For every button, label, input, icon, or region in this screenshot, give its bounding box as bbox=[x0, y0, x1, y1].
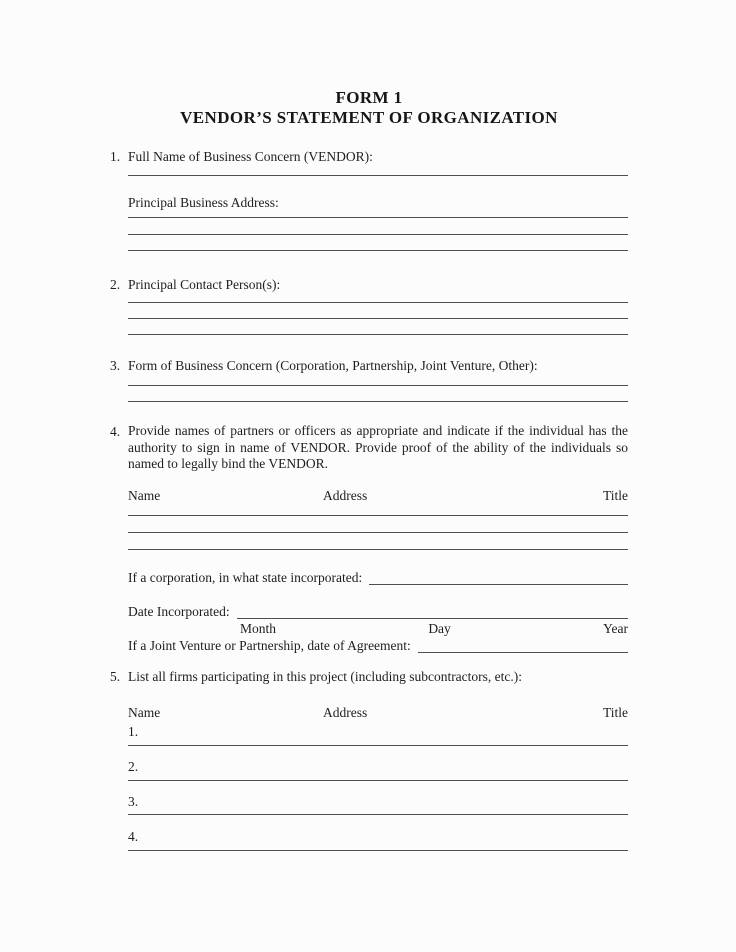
item-1-number: 1. bbox=[110, 149, 121, 164]
contact-person-line-3[interactable] bbox=[128, 319, 628, 335]
business-form-line-1[interactable] bbox=[128, 374, 628, 386]
state-incorporated-row bbox=[128, 569, 628, 586]
partners-table-line-3[interactable] bbox=[128, 533, 628, 550]
item-2-number: 2. bbox=[110, 277, 121, 292]
state-incorporated-label: If a corporation, in what state incorporated: bbox=[128, 569, 363, 585]
item-5-number: 5. bbox=[110, 668, 121, 684]
column-header-name: Name bbox=[128, 487, 161, 503]
item-4 bbox=[110, 423, 628, 654]
item-1 bbox=[110, 148, 628, 251]
firm-3-number: 3. bbox=[128, 793, 139, 809]
business-address-line-1[interactable] bbox=[128, 211, 628, 218]
firm-2-number: 2. bbox=[128, 758, 139, 774]
partners-table-line-1[interactable] bbox=[128, 504, 628, 516]
item-2-label: Principal Contact Person(s): bbox=[128, 277, 281, 292]
form-title-block bbox=[110, 88, 628, 128]
item-3-number: 3. bbox=[110, 358, 121, 373]
item-3 bbox=[110, 357, 628, 402]
firm-3-line[interactable] bbox=[128, 810, 628, 815]
business-form-line-2[interactable] bbox=[128, 386, 628, 402]
column-header-title: Title bbox=[602, 487, 628, 503]
firm-row-2 bbox=[128, 758, 628, 781]
business-address-line-2[interactable] bbox=[128, 218, 628, 235]
business-address-label: Principal Business Address: bbox=[128, 195, 279, 210]
date-incorporated-row bbox=[128, 603, 628, 620]
partners-table-header bbox=[128, 487, 628, 504]
item-5 bbox=[110, 668, 628, 851]
contact-person-line-2[interactable] bbox=[128, 303, 628, 319]
business-address-line-3[interactable] bbox=[128, 235, 628, 251]
item-4-label: Provide names of partners or officers as appropriate and indicate if the individual has the authority to sign in name of VENDOR. Provide proof of the ability of the individuals so named to legally bind the VENDOR. bbox=[128, 423, 628, 471]
joint-venture-row bbox=[128, 637, 628, 654]
agreement-date-line[interactable] bbox=[418, 637, 628, 653]
firm-row-1 bbox=[128, 723, 628, 746]
item-3-label: Form of Business Concern (Corporation, Partnership, Joint Venture, Other): bbox=[128, 358, 538, 373]
date-part-month: Month bbox=[240, 620, 277, 636]
column-header-name: Name bbox=[128, 704, 161, 720]
date-incorporated-label: Date Incorporated: bbox=[128, 603, 230, 619]
firm-row-3 bbox=[128, 793, 628, 815]
column-header-title: Title bbox=[602, 704, 628, 720]
form-number-title: FORM 1 bbox=[335, 88, 403, 107]
item-4-number: 4. bbox=[110, 424, 121, 439]
item-1-label: Full Name of Business Concern (VENDOR): bbox=[128, 149, 373, 164]
column-header-address: Address bbox=[323, 487, 368, 503]
firm-1-number: 1. bbox=[128, 723, 139, 739]
date-parts-row bbox=[128, 620, 628, 637]
firm-4-line[interactable] bbox=[128, 845, 628, 851]
vendor-name-line[interactable] bbox=[128, 165, 628, 176]
column-header-address: Address bbox=[323, 704, 368, 720]
firms-table-header bbox=[128, 704, 628, 721]
date-part-year: Year bbox=[603, 620, 628, 636]
form-title: VENDOR’S STATEMENT OF ORGANIZATION bbox=[180, 108, 558, 127]
contact-person-line-1[interactable] bbox=[128, 293, 628, 303]
firm-2-line[interactable] bbox=[128, 775, 628, 781]
firm-row-4 bbox=[128, 828, 628, 851]
item-5-label: List all firms participating in this project (including subcontractors, etc.): bbox=[128, 668, 523, 684]
item-2 bbox=[110, 276, 628, 335]
form-content bbox=[110, 88, 628, 851]
state-incorporated-line[interactable] bbox=[369, 569, 628, 585]
date-incorporated-line[interactable] bbox=[237, 603, 628, 619]
joint-venture-label: If a Joint Venture or Partnership, date of Agreement: bbox=[128, 637, 411, 653]
date-part-day: Day bbox=[428, 620, 451, 636]
partners-table-line-2[interactable] bbox=[128, 516, 628, 533]
firm-1-line[interactable] bbox=[128, 740, 628, 746]
firm-4-number: 4. bbox=[128, 828, 139, 844]
